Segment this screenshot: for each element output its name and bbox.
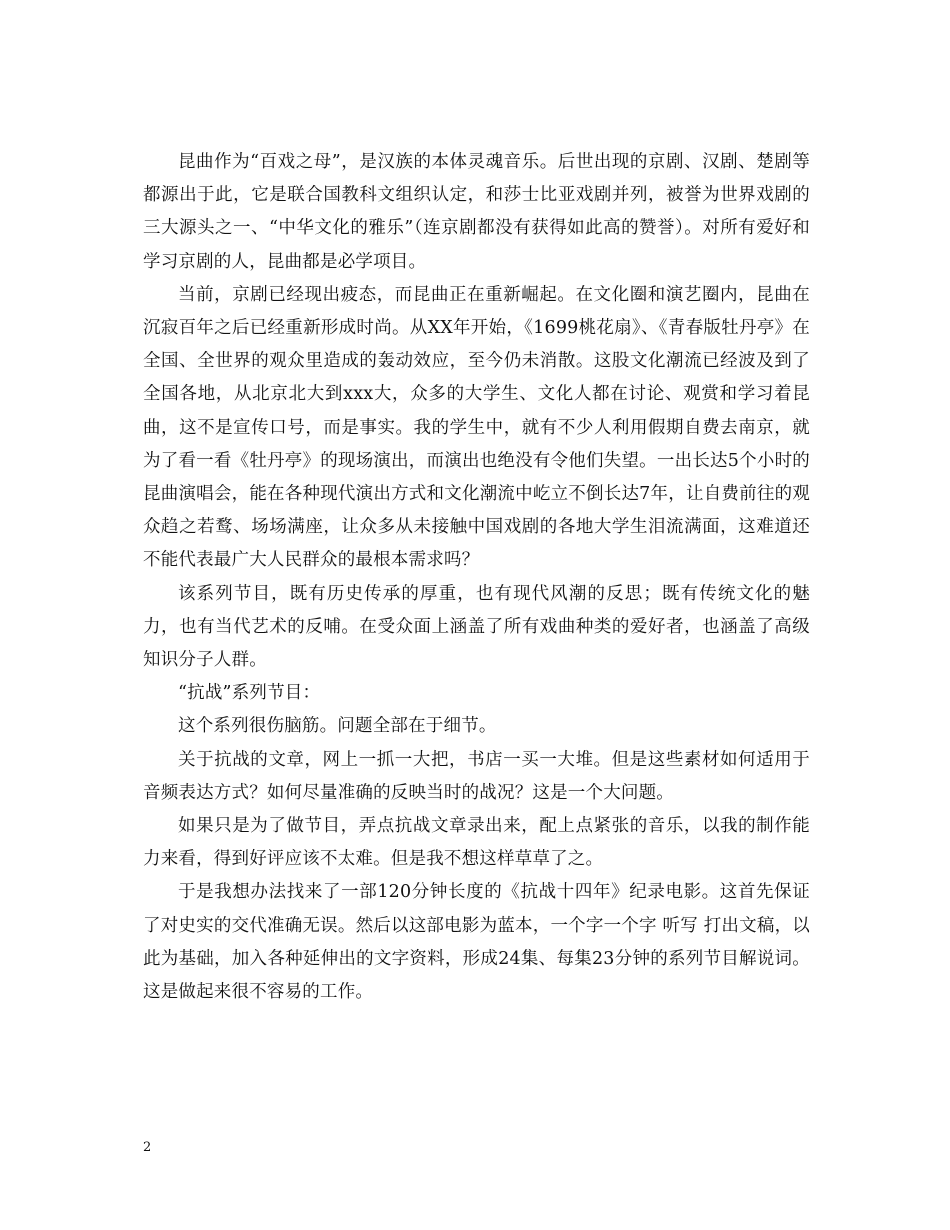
body-text <box>143 146 810 1009</box>
paragraph-kunqu-revival: 当前，京剧已经现出疲态，而昆曲正在重新崛起。在文化圈和演艺圈内，昆曲在沉寂百年之后已经重新形成时尚。从XX年开始，《1699桃花扇》、《青春版牡丹亭》在全国、全世界的观众里造成的轰动效应，至今仍未消散。这股文化潮流已经波及到了全国各地，从北京北大到xxx大，众多的大学生、文化人都在讨论、观赏和学习着昆曲，这不是宣传口号，而是事实。我的学生中，就有不少人利用假期自费去南京，就为了看一看《牡丹亭》的现场演出，而演出也绝没有令他们失望。一出长达5个小时的昆曲演唱会，能在各种现代演出方式和文化潮流中屹立不倒长达7年，让自费前往的观众趋之若鹜、场场满座，让众多从未接触中国戏剧的各地大学生泪流满面，这难道还不能代表最广大人民群众的最根本需求吗？ <box>143 284 810 571</box>
page-number: 2 <box>143 1140 152 1155</box>
paragraph-war-materials: 关于抗战的文章，网上一抓一大把，书店一买一大堆。但是这些素材如何适用于音频表达方式？如何尽量准确的反映当时的战况？这是一个大问题。 <box>143 749 810 803</box>
paragraph-production-approach: 如果只是为了做节目，弄点抗战文章录出来，配上点紧张的音乐，以我的制作能力来看，得到好评应该不太难。但是我不想这样草草了之。 <box>143 816 810 870</box>
paragraph-war-series-difficulty: 这个系列很伤脑筋。问题全部在于细节。 <box>178 716 497 737</box>
paragraph-war-series-heading: “抗战”系列节目： <box>178 683 321 704</box>
paragraph-series-summary: 该系列节目，既有历史传承的厚重，也有现代风潮的反思；既有传统文化的魅力，也有当代艺术的反哺。在受众面上涵盖了所有戏曲种类的爱好者，也涵盖了高级知识分子人群。 <box>143 583 810 671</box>
paragraph-kunqu-intro: 昆曲作为“百戏之母”，是汉族的本体灵魂音乐。后世出现的京剧、汉剧、楚剧等都源出于此，它是联合国教科文组织认定，和莎士比亚戏剧并列，被誉为世界戏剧的三大源头之一、“中华文化的雅乐”（连京剧都没有获得如此高的赞誉）。对所有爱好和学习京剧的人，昆曲都是必学项目。 <box>143 152 810 272</box>
paragraph-documentary-transcription: 于是我想办法找来了一部120分钟长度的《抗战十四年》纪录电影。这首先保证了对史实的交代准确无误。然后以这部电影为蓝本，一个字一个字 听写 打出文稿，以此为基础，加入各种延伸出的文字资料，形成24集、每集23分钟的系列节目解说词。这是做起来很不容易的工作。 <box>143 882 810 1003</box>
